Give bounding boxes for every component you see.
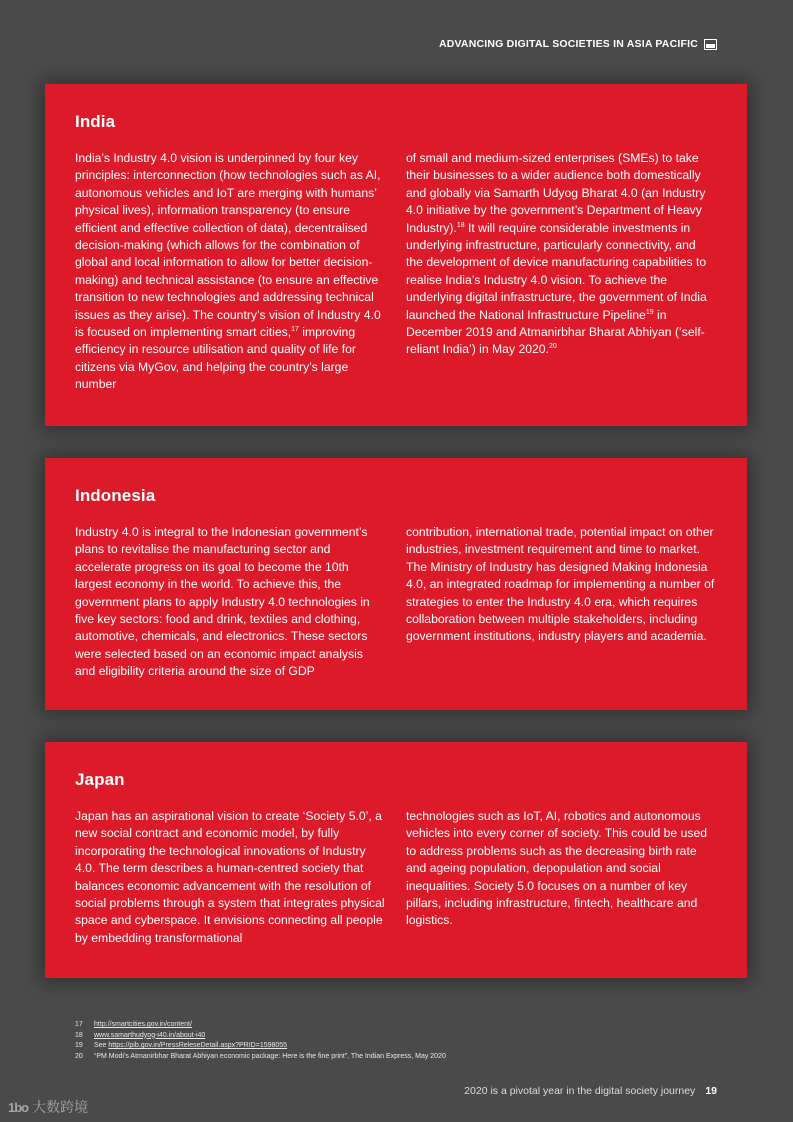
watermark-logo: 1bo [8, 1099, 29, 1115]
section-title: India [75, 112, 116, 131]
paragraph: Industry 4.0 is integral to the Indonesian government’s plans to revitalise the manufacturing sector and accelerate progress on its goal to become the 10th largest economy in the world. To achieve this, the government plans to apply Industry 4.0 technologies in five key sectors: food and drink, textiles and clothing, automotive, chemicals, and electronics. These sectors were selected based on an economic impact analysis and eligibility criteria around the size of GDP [75, 525, 370, 679]
footnote [75, 1041, 446, 1052]
column-right [406, 150, 716, 394]
footnote-ref: 20 [548, 343, 557, 351]
column-right [406, 524, 716, 681]
footnote-number: 18 [75, 1031, 83, 1039]
page-number: 19 [705, 1085, 717, 1097]
paragraph: India’s Industry 4.0 vision is underpinned by four key principles: interconnection (how technologies such as AI, autonomous vehicles and IoT are merging with humans’ physical lives), information transparency (to ensure efficient and effective collection of data), decentralised decision-making (which allows for the combination of global and local information to allow for better decision-making) and technical assistance (to ensure an effective transition to new technologies and addressing technical issues as they arise). The country’s vision of Industry 4.0 is focused on implementing smart cities,$^{17}$ improving efficiency in resource utilisation and quality of life for citizens via MyGov, and helping the country’s large number [75, 151, 381, 392]
watermark-text: 大数跨境 [32, 1099, 89, 1115]
footnote-link[interactable]: www.samarthudyog-i40.in/about-i40 [94, 1031, 206, 1039]
footnote-ref: 19 [645, 308, 654, 316]
footnote [75, 1052, 446, 1063]
section-indonesia [45, 458, 747, 710]
footnote-link[interactable]: https://pib.gov.in/PressReleseDetail.aspx?PRID=1598055 [108, 1042, 288, 1049]
section-japan [45, 742, 747, 978]
column-left [75, 808, 385, 947]
paragraph: Japan has an aspirational vision to create ‘Society 5.0’, a new social contract and economic model, by fully incorporating the technological innovations of Industry 4.0. The term describes a human-centred society that balances economic advancement with the resolution of social problems through a system that integrates physical space and cyberspace. It envisions connecting all people by embedding transformational [75, 809, 385, 945]
column-right [406, 808, 716, 947]
column-left [75, 524, 385, 681]
footnote-link[interactable]: http://smartcities.gov.in/content/ [94, 1021, 192, 1028]
footnote-ref: 17 [291, 326, 299, 333]
footnote-text: “PM Modi’s Atmanirbhar Bharat Abhiyan economic package: Here is the fine print”, The Indian Express, May 2020 [94, 1052, 446, 1060]
footer-text: 2020 is a pivotal year in the digital society journey [464, 1085, 696, 1097]
column-left [75, 150, 385, 394]
paragraph: of small and medium-sized enterprises (SMEs) to take their businesses to a wider audience both domestically and globally via Samarth Udyog Bharat 4.0 (an Industry 4.0 initiative by the government’s Department of Heavy Industry).$^{18}$ It will require considerable investments in underlying infrastructure, particularly connectivity, and the development of device manufacturing capabilities to realise India’s Industry 4.0 vision. To achieve the underlying digital infrastructure, the government of India launched the National Infrastructure Pipeline$^{19}$ in December 2019 and Atmanirbhar Bharat Abhiyan (‘self-reliant India’) in May 2020.20 [406, 151, 707, 357]
paragraph: technologies such as IoT, AI, robotics and autonomous vehicles into every corner of society. This could be used to address problems such as the decreasing birth rate and ageing population, depopulation and social inequalities. Society 5.0 focuses on a number of key pillars, including infrastructure, fintech, healthcare and logistics. [406, 809, 708, 928]
footnote-text: See [94, 1042, 109, 1049]
book-icon [704, 39, 717, 50]
header-title: ADVANCING DIGITAL SOCIETIES IN ASIA PACIFIC [438, 38, 698, 50]
paragraph: contribution, international trade, potential impact on other industries, investment requirement and time to market. The Ministry of Industry has designed Making Indonesia 4.0, an integrated roadmap for implementing a number of strategies to enter the Industry 4.0 era, which requires collaboration between multiple stakeholders, including government institutions, industry players and academia. [406, 525, 715, 644]
footnotes [75, 1020, 446, 1062]
footnote-number: 19 [75, 1042, 83, 1049]
section-title: Indonesia [75, 486, 156, 505]
footnote [75, 1020, 446, 1031]
page-footer [464, 1085, 717, 1097]
section-title: Japan [75, 770, 125, 789]
footnote-number: 20 [75, 1052, 83, 1060]
footnote-number: 17 [75, 1021, 83, 1028]
footnote-ref: 18 [456, 221, 465, 229]
watermark [8, 1097, 88, 1117]
running-header [439, 38, 717, 50]
footnote [75, 1031, 446, 1042]
section-india [45, 84, 747, 426]
